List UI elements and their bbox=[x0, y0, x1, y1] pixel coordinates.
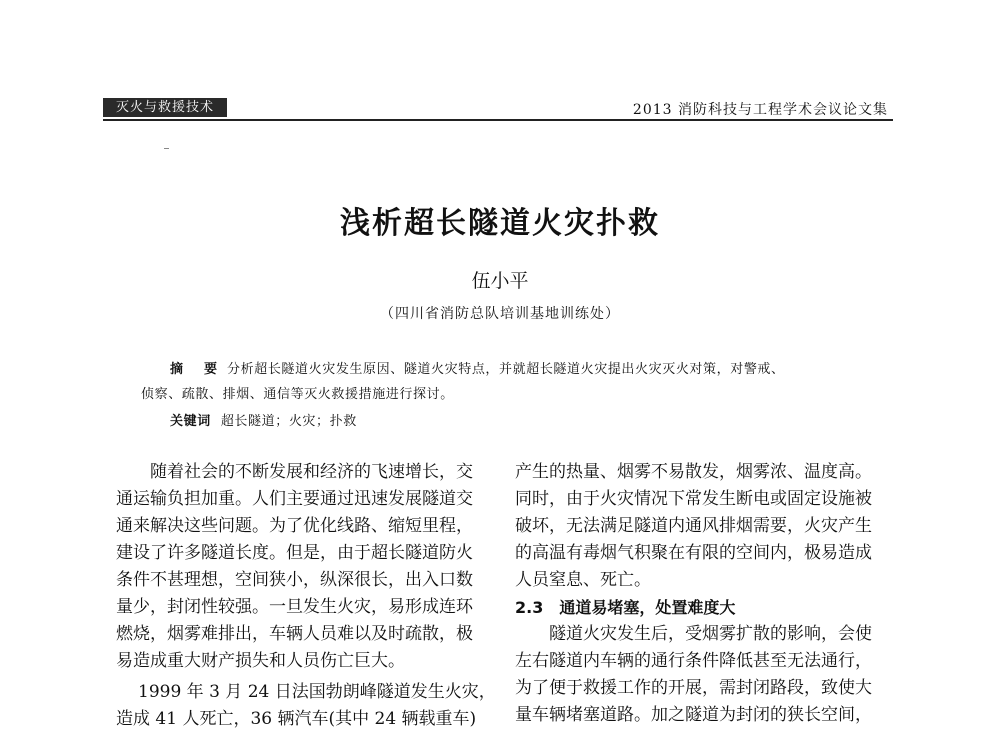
abstract-line-1 bbox=[170, 358, 785, 377]
body-line: 通运输负担加重。人们主要通过迅速发展隧道交 bbox=[116, 489, 473, 509]
right-column bbox=[515, 459, 895, 729]
body-line: 燃烧，烟雾难排出，车辆人员难以及时疏散，极 bbox=[116, 624, 473, 644]
keywords-line bbox=[170, 410, 357, 429]
abstract-line-2 bbox=[141, 383, 454, 402]
body-line: 随着社会的不断发展和经济的飞速增长，交 bbox=[150, 462, 473, 482]
keywords-text: 超长隧道；火灾；扑救 bbox=[220, 414, 357, 429]
scan-mark bbox=[164, 148, 169, 149]
body-line: 量少，封闭性较强。一旦发生火灾，易形成连环 bbox=[116, 597, 473, 617]
author-affiliation: （四川省消防总队培训基地训练处） bbox=[380, 306, 620, 322]
paper-author: 伍小平 bbox=[471, 270, 529, 292]
body-line: 建设了许多隧道长度。但是，由于超长隧道防火 bbox=[116, 543, 473, 563]
body-line: 产生的热量、烟雾不易散发，烟雾浓、温度高。 bbox=[515, 462, 872, 482]
left-column bbox=[116, 459, 494, 733]
body-line: 为了便于救援工作的开展，需封闭路段，致使大 bbox=[515, 678, 872, 698]
keywords-label: 关键词 bbox=[170, 414, 211, 429]
abstract-text-1: 分析超长隧道火灾发生原因、隧道火灾特点，并就超长隧道火灾提出火灾灭火对策，对警戒、 bbox=[227, 362, 785, 377]
abstract-text-2: 侦察、疏散、排烟、通信等灭火救援措施进行探讨。 bbox=[141, 387, 454, 402]
section-tab: 灭火与救援技术 bbox=[103, 98, 227, 117]
body-line: 同时，由于火灾情况下常发生断电或固定设施被 bbox=[515, 489, 872, 509]
body-line: 的高温有毒烟气积聚在有限的空间内，极易造成 bbox=[515, 543, 872, 563]
body-line: 1999 年 3 月 24 日法国勃朗峰隧道发生火灾， bbox=[138, 682, 496, 702]
body-line: 易造成重大财产损失和人员伤亡巨大。 bbox=[116, 651, 405, 671]
proceedings-title: 2013 消防科技与工程学术会议论文集 bbox=[632, 102, 888, 118]
body-line: 造成 41 人死亡，36 辆汽车(其中 24 辆载重车) bbox=[116, 709, 477, 729]
header-rule bbox=[103, 119, 893, 121]
body-line: 条件不甚理想，空间狭小，纵深很长，出入口数 bbox=[116, 570, 473, 590]
body-line: 左右隧道内车辆的通行条件降低甚至无法通行， bbox=[515, 651, 872, 671]
body-line: 隧道火灾发生后，受烟雾扩散的影响，会使 bbox=[549, 624, 872, 644]
body-line: 通来解决这些问题。为了优化线路、缩短里程， bbox=[116, 516, 473, 536]
body-line: 人员窒息、死亡。 bbox=[515, 570, 651, 590]
body-line: 量车辆堵塞道路。加之隧道为封闭的狭长空间， bbox=[515, 705, 872, 725]
abstract-label: 摘 要 bbox=[170, 362, 222, 377]
body-line: 破坏，无法满足隧道内通风排烟需要，火灾产生 bbox=[515, 516, 872, 536]
paper-title: 浅析超长隧道火灾扑救 bbox=[340, 206, 660, 241]
section-heading: 2.3 通道易堵塞，处置难度大 bbox=[515, 598, 736, 617]
